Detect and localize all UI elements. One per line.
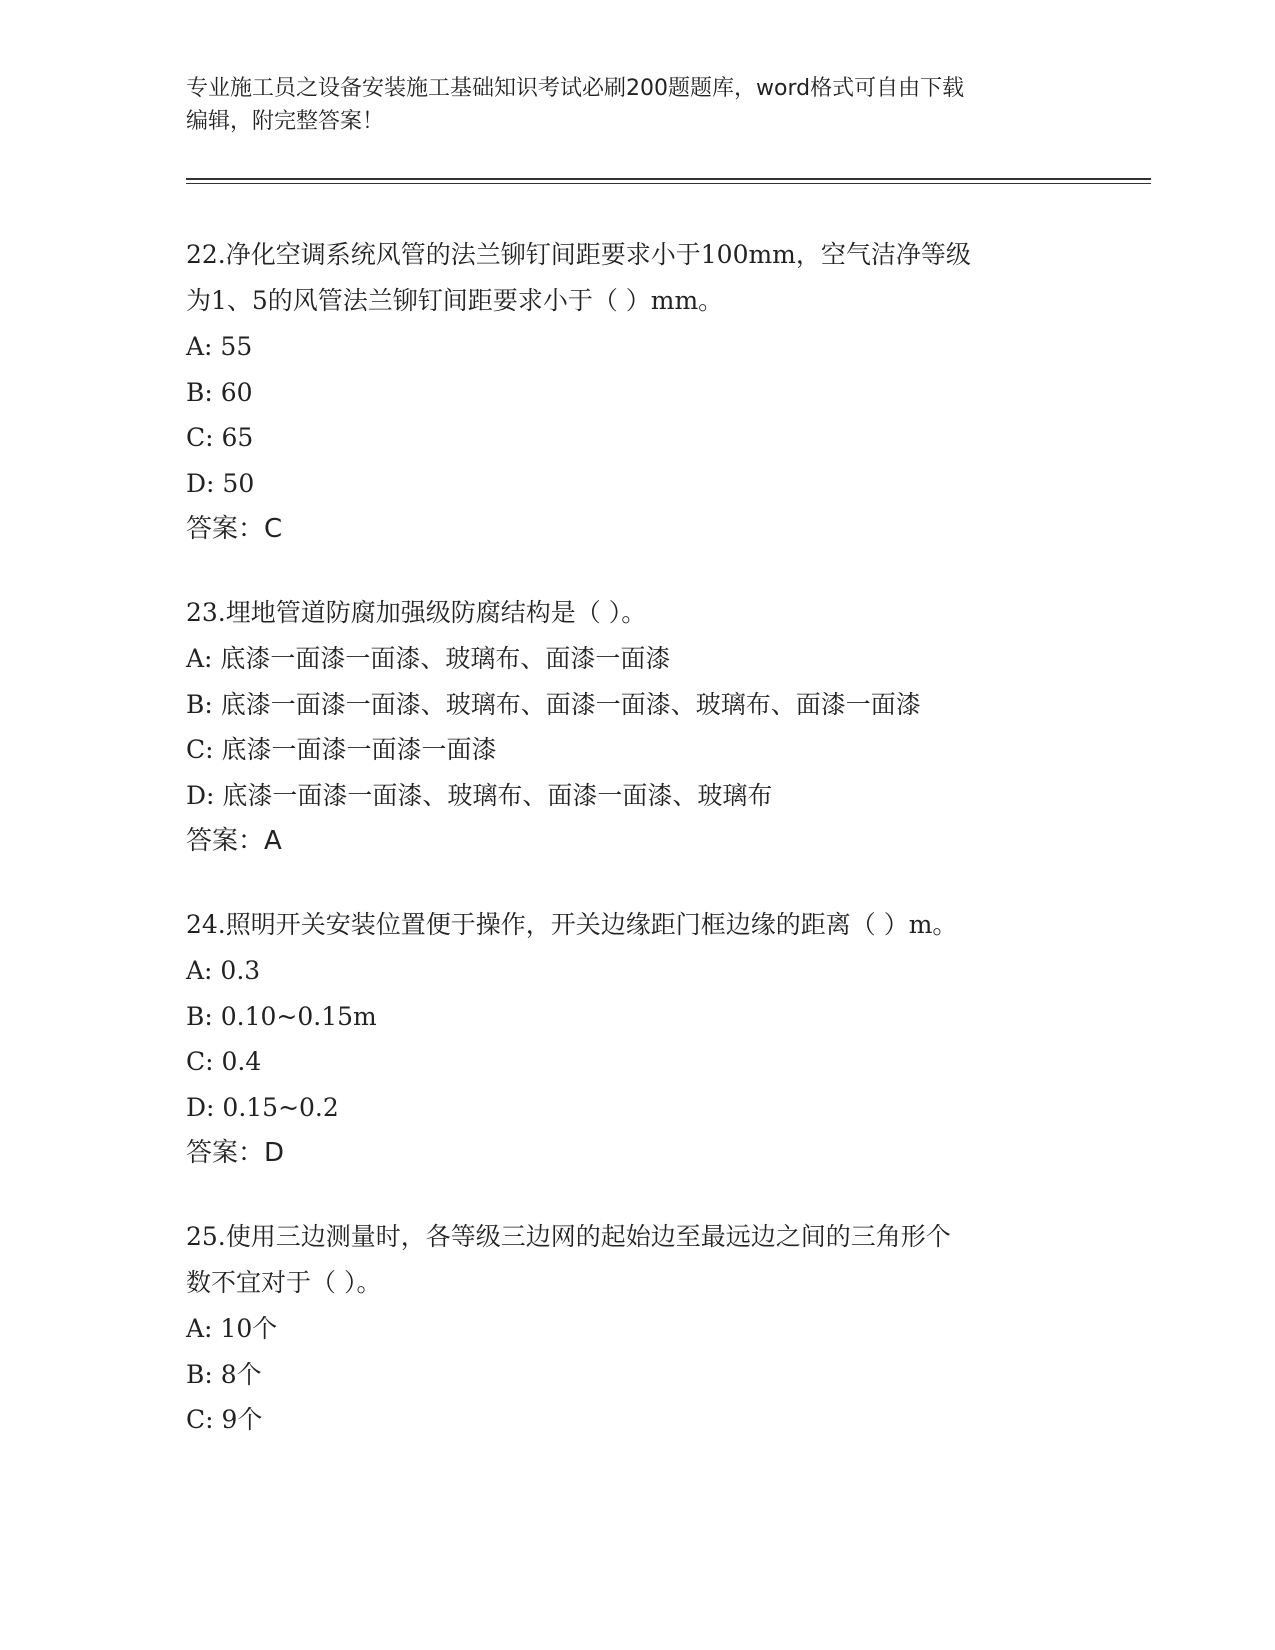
option-d: D: 50 xyxy=(186,468,255,498)
option-a: A: 0.3 xyxy=(186,956,261,985)
option-c: C: 底漆一面漆一面漆一面漆 xyxy=(186,735,497,764)
option-c: C: 0.4 xyxy=(186,1047,262,1076)
option-a: A: 55 xyxy=(186,332,253,361)
question-stem-line: 24.照明开关安装位置便于操作，开关边缘距门框边缘的距离（ ）m。 xyxy=(186,910,958,939)
answer-line: 答案：A xyxy=(186,826,282,856)
question-25 xyxy=(186,1214,1106,1443)
header-divider-thin xyxy=(186,183,1151,184)
question-23 xyxy=(186,590,1106,864)
answer-line: 答案：D xyxy=(186,1138,285,1168)
question-stem-line: 22.净化空调系统风管的法兰铆钉间距要求小于100mm，空气洁净等级 xyxy=(186,240,971,269)
question-stem-line: 数不宜对于（ ）。 xyxy=(186,1268,382,1297)
option-b: B: 60 xyxy=(186,377,253,407)
document-header xyxy=(186,72,1066,138)
question-22 xyxy=(186,232,1106,552)
option-d: D: 0.15~0.2 xyxy=(186,1092,339,1122)
option-a: A: 底漆一面漆一面漆、玻璃布、面漆一面漆 xyxy=(186,644,671,673)
header-line-1: 专业施工员之设备安装施工基础知识考试必刷200题题库，word格式可自由下载 xyxy=(186,76,965,101)
question-24 xyxy=(186,902,1106,1176)
option-b: B: 8个 xyxy=(186,1359,262,1389)
question-stem-line: 25.使用三边测量时，各等级三边网的起始边至最远边之间的三角形个 xyxy=(186,1222,951,1251)
question-list xyxy=(186,232,1106,1481)
answer-line: 答案：C xyxy=(186,514,283,544)
question-stem-line: 为1、5的风管法兰铆钉间距要求小于（ ）mm。 xyxy=(186,286,724,315)
header-divider xyxy=(186,178,1151,180)
option-d: D: 底漆一面漆一面漆、玻璃布、面漆一面漆、玻璃布 xyxy=(186,780,773,810)
option-a: A: 10个 xyxy=(186,1314,278,1343)
option-b: B: 0.10~0.15m xyxy=(186,1001,377,1031)
option-b: B: 底漆一面漆一面漆、玻璃布、面漆一面漆、玻璃布、面漆一面漆 xyxy=(186,689,921,719)
option-c: C: 9个 xyxy=(186,1405,263,1434)
question-stem-line: 23.埋地管道防腐加强级防腐结构是（ ）。 xyxy=(186,598,647,627)
option-c: C: 65 xyxy=(186,423,254,452)
header-line-2: 编辑，附完整答案！ xyxy=(186,109,385,134)
